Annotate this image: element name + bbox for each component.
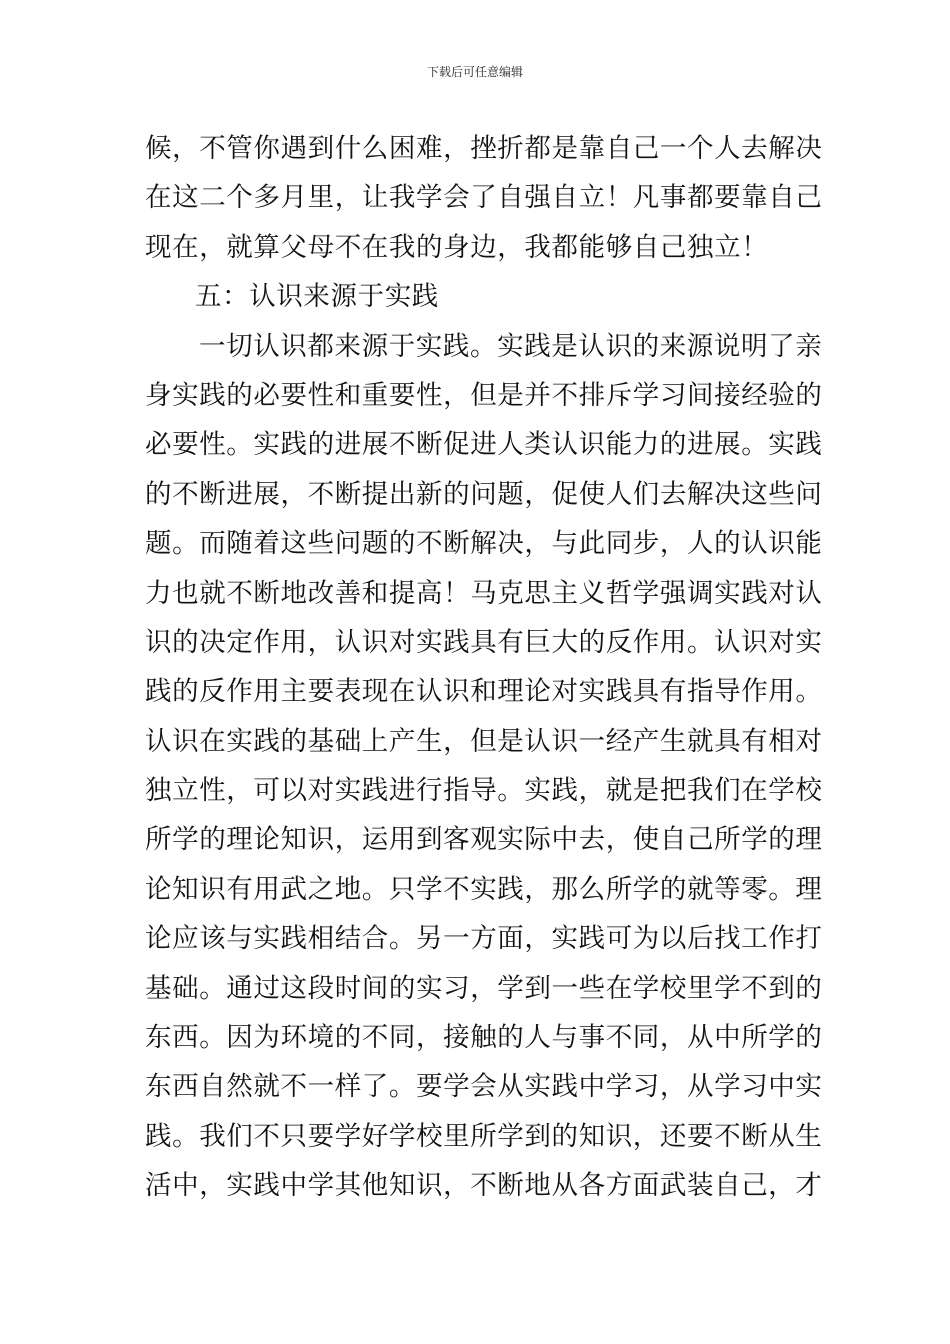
text-line: 身实践的必要性和重要性，但是并不排斥学习间接经验的: [145, 379, 823, 411]
text-line: 的不断进展，不断提出新的问题，促使人们去解决这些问: [145, 478, 823, 510]
text-line: 现在，就算父母不在我的身边，我都能够自己独立！: [145, 231, 769, 263]
text-line: 独立性，可以对实践进行指导。实践，就是把我们在学校: [145, 775, 823, 807]
text-line: 力也就不断地改善和提高！马克思主义哲学强调实践对认: [145, 577, 823, 609]
page-header: 下载后可任意编辑: [426, 65, 523, 79]
text-line: 所学的理论知识，运用到客观实际中去，使自己所学的理: [145, 824, 823, 856]
text-line: 必要性。实践的进展不断促进人类认识能力的进展。实践: [145, 429, 823, 461]
text-line: 基础。通过这段时间的实习，学到一些在学校里学不到的: [145, 972, 823, 1004]
text-line: 践的反作用主要表现在认识和理论对实践具有指导作用。: [145, 676, 823, 708]
document-body: [145, 124, 823, 1211]
text-line: 在这二个多月里，让我学会了自强自立！凡事都要靠自己: [145, 182, 823, 214]
text-line: 东西。因为环境的不同，接触的人与事不同，从中所学的: [145, 1022, 823, 1054]
section-heading: 五：认识来源于实践: [195, 281, 439, 313]
text-line: 论知识有用武之地。只学不实践，那么所学的就等零。理: [145, 873, 823, 905]
text-line: 论应该与实践相结合。另一方面，实践可为以后找工作打: [145, 923, 823, 955]
text-line: 认识在实践的基础上产生，但是认识一经产生就具有相对: [145, 725, 823, 757]
text-line: 识的决定作用，认识对实践具有巨大的反作用。认识对实: [145, 626, 823, 658]
text-line: 活中，实践中学其他知识，不断地从各方面武装自己，才: [145, 1170, 823, 1202]
text-line: 东西自然就不一样了。要学会从实践中学习，从学习中实: [145, 1071, 823, 1103]
text-line: 候，不管你遇到什么困难，挫折都是靠自己一个人去解决: [145, 133, 823, 164]
text-line: 题。而随着这些问题的不断解决，与此同步，人的认识能: [145, 528, 823, 560]
paragraph-first-line: 一切认识都来源于实践。实践是认识的来源说明了亲: [199, 330, 823, 362]
text-line: 践。我们不只要学好学校里所学到的知识，还要不断从生: [145, 1120, 823, 1152]
